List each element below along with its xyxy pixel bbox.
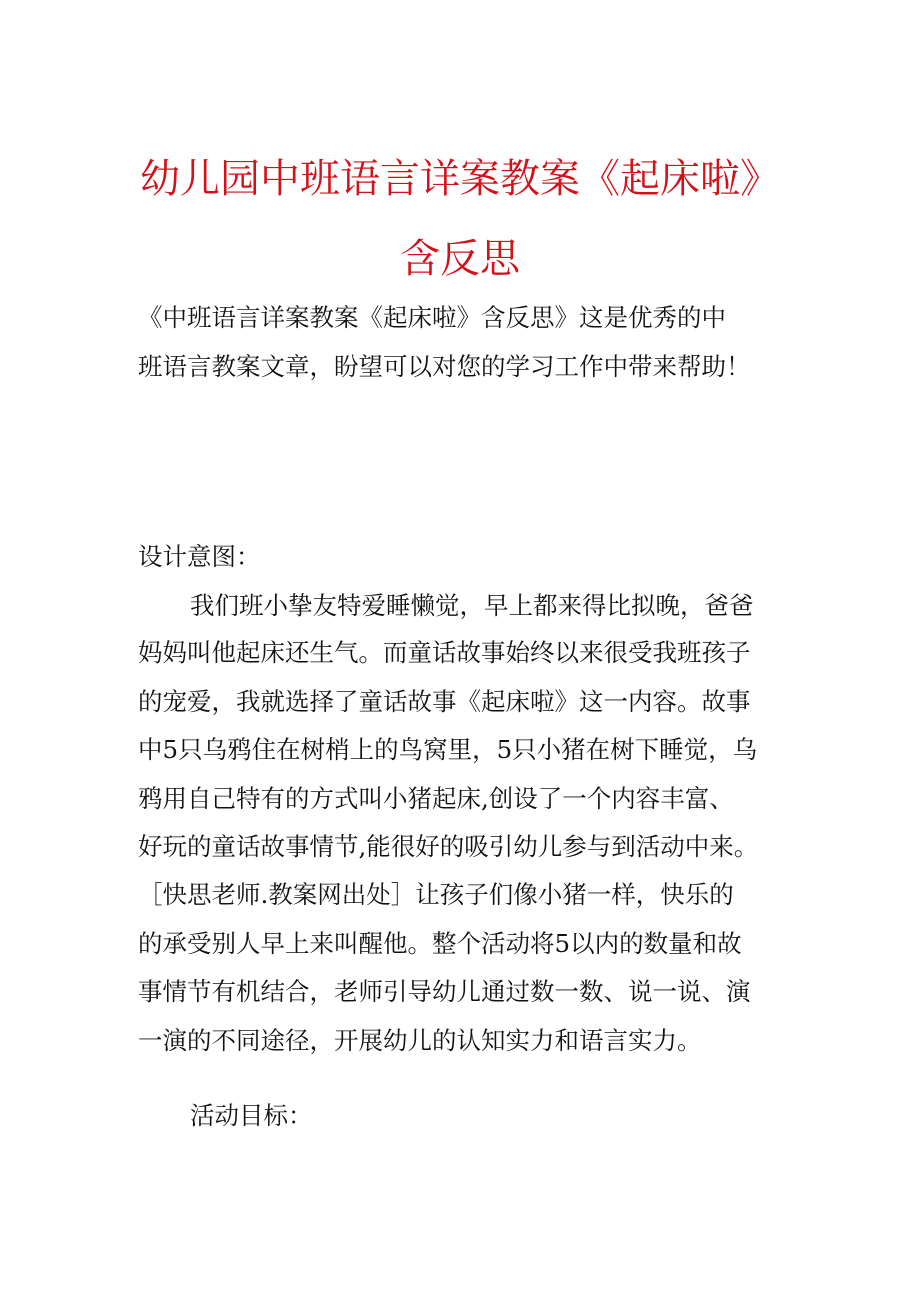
paragraph-line: 鸦用自己特有的方式叫小猪起床,创设了一个内容丰富、	[138, 784, 734, 813]
paragraph-line: 我们班小挚友特爱睡懒觉，早上都来得比拟晚，爸爸	[190, 591, 754, 620]
section-heading-design: 设计意图：	[138, 542, 261, 571]
paragraph-line: 的宠爱，我就选择了童话故事《起床啦》这一内容。故事	[138, 687, 751, 716]
intro-line: 《中班语言详案教案《起床啦》含反思》这是优秀的中	[138, 303, 726, 332]
paragraph-line: 事情节有机结合，老师引导幼儿通过数一数、说一说、演	[138, 977, 751, 1006]
paragraph-line: 中5只乌鸦住在树梢上的鸟窝里，5只小猪在树下睡觉，乌	[138, 735, 758, 764]
paragraph-line: 妈妈叫他起床还生气。而童话故事始终以来很受我班孩子	[138, 638, 751, 667]
section-heading-goals: 活动目标：	[190, 1101, 313, 1130]
document-title-line-2: 含反思	[400, 236, 520, 282]
paragraph-line: ［快思老师.教案网出处］让孩子们像小猪一样，快乐的	[138, 880, 734, 909]
paragraph-line: 好玩的童话故事情节,能很好的吸引幼儿参与到活动中来。	[138, 832, 759, 861]
paragraph-line: 一演的不同途径，开展幼儿的认知实力和语言实力。	[138, 1026, 702, 1055]
document-title-line-1: 幼儿园中班语言详案教案《起床啦》	[140, 156, 780, 202]
intro-line: 班语言教案文章，盼望可以对您的学习工作中带来帮助！	[138, 352, 751, 381]
paragraph-line: 的承受别人早上来叫醒他。整个活动将5以内的数量和故	[138, 929, 742, 958]
